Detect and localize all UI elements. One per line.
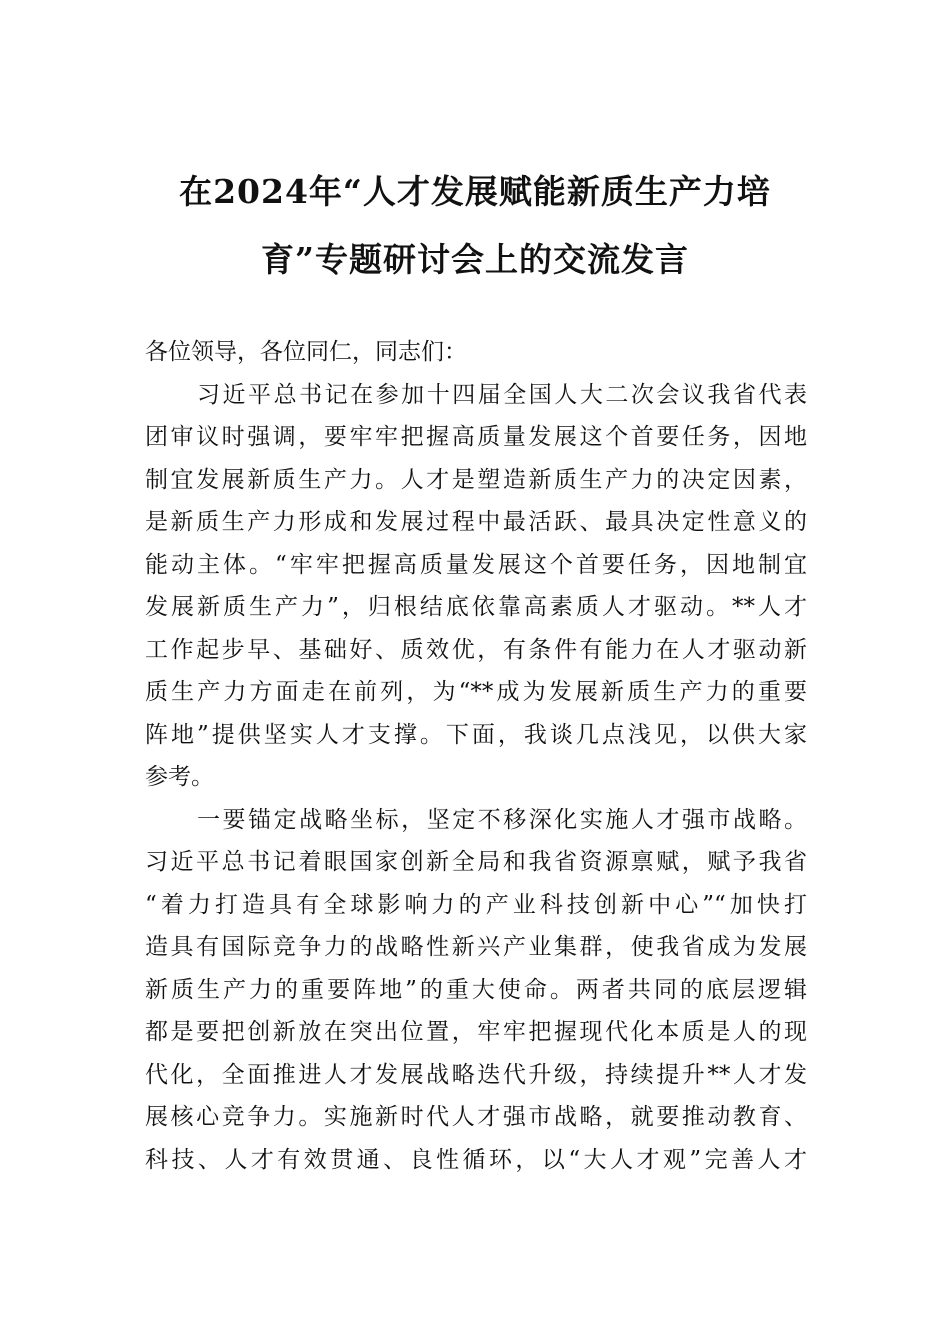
text-line: “着力打造具有全球影响力的产业科技创新中心”“加快打 [145, 891, 807, 918]
text-line: 阵地”提供坚实人才支撑。下面，我谈几点浅见，以供大家 [145, 721, 807, 748]
document-title-line-2: 育”专题研讨会上的交流发言 [261, 240, 689, 279]
text-line: 工作起步早、基础好、质效优，有条件有能力在人才驱动新 [145, 636, 807, 663]
document-title-line-1: 在2024年“人才发展赋能新质生产力培 [179, 172, 771, 211]
text-line: 代化，全面推进人才发展战略迭代升级，持续提升**人才发 [145, 1061, 807, 1088]
text-line: 习近平总书记着眼国家创新全局和我省资源禀赋，赋予我省 [145, 849, 807, 875]
text-line: 团审议时强调，要牢牢把握高质量发展这个首要任务，因地 [145, 424, 807, 450]
document-body [145, 331, 807, 1181]
text-line: 是新质生产力形成和发展过程中最活跃、最具决定性意义的 [145, 509, 807, 535]
text-line: 各位领导，各位同仁，同志们： [145, 339, 467, 365]
text-line: 发展新质生产力”，归根结底依靠高素质人才驱动。**人才 [145, 594, 807, 620]
text-line: 造具有国际竞争力的战略性新兴产业集群，使我省成为发展 [145, 934, 807, 960]
text-line: 一要锚定战略坐标，坚定不移深化实施人才强市战略。 [197, 806, 807, 833]
text-line: 能动主体。“牢牢把握高质量发展这个首要任务，因地制宜 [145, 551, 807, 578]
text-line: 新质生产力的重要阵地”的重大使命。两者共同的底层逻辑 [145, 976, 807, 1003]
text-line: 科技、人才有效贯通、良性循环，以“大人才观”完善人才 [145, 1146, 807, 1173]
text-line: 制宜发展新质生产力。人才是塑造新质生产力的决定因素， [145, 466, 807, 493]
text-line: 习近平总书记在参加十四届全国人大二次会议我省代表 [197, 381, 807, 408]
text-line: 都是要把创新放在突出位置，牢牢把握现代化本质是人的现 [145, 1019, 807, 1045]
text-line: 质生产力方面走在前列，为“**成为发展新质生产力的重要 [145, 679, 807, 705]
text-line: 展核心竞争力。实施新时代人才强市战略，就要推动教育、 [145, 1104, 807, 1130]
text-line: 参考。 [145, 764, 214, 790]
